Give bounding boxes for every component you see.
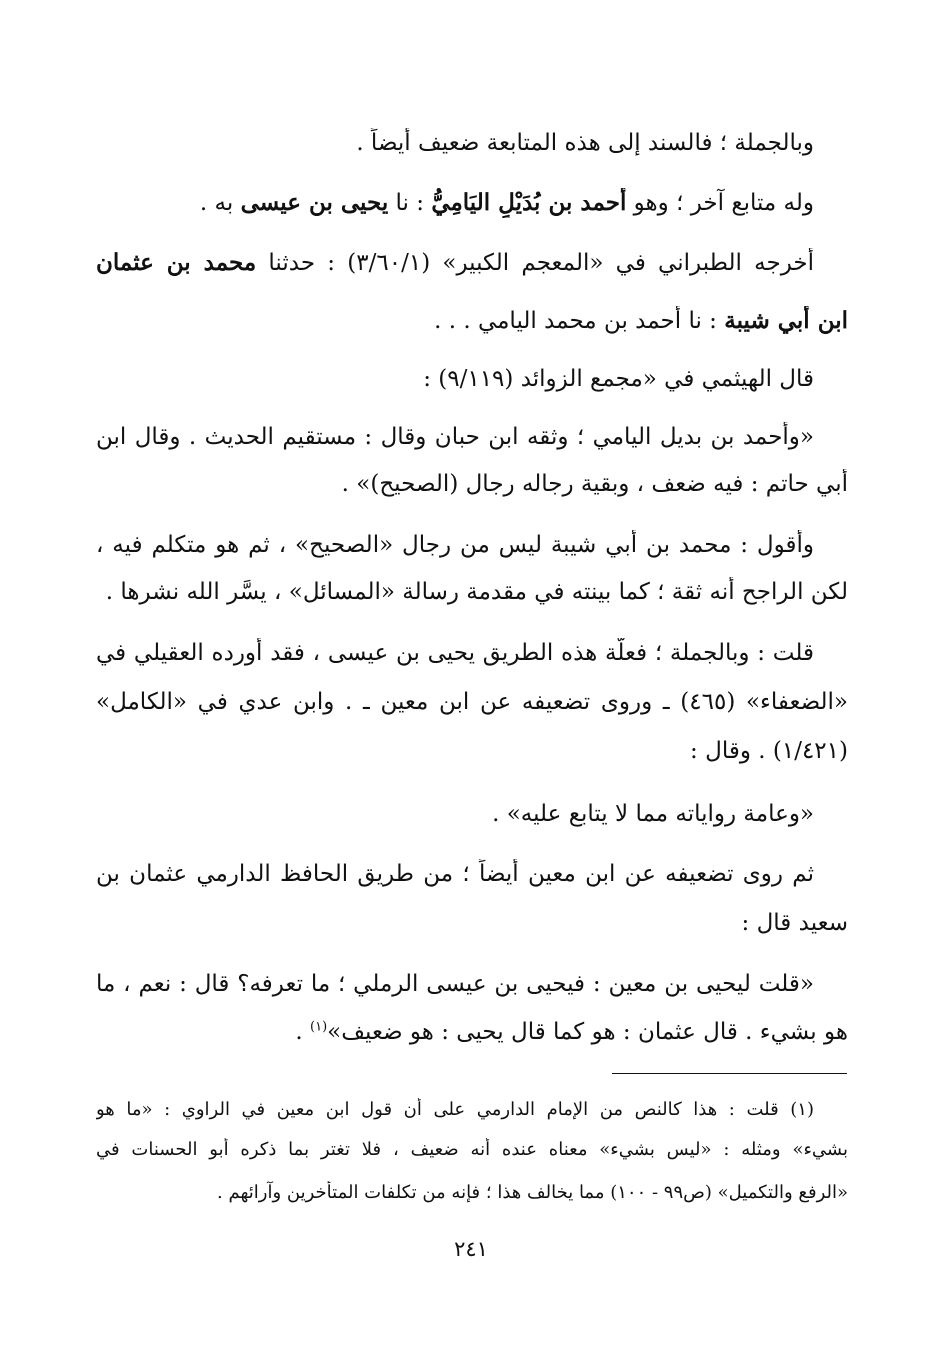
footnote-line-3 — [96, 1181, 848, 1205]
narrator-name: محمد بن عثمان — [96, 249, 257, 276]
line-text: ثم روى تضعيفه عن ابن معين أيضاً ؛ من طريق الحافظ الدارمي عثمان بن — [96, 861, 814, 887]
text-line-9 — [96, 577, 848, 607]
line-text: وله متابع آخر ؛ وهو — [626, 190, 814, 216]
line-text: أخرجه الطبراني في «المعجم الكبير» (٣/٦٠/١) : حدثنا — [256, 250, 814, 276]
footnote-marker: (١) — [310, 1019, 328, 1035]
text-line-7 — [96, 469, 848, 499]
text-line-4 — [96, 306, 848, 336]
text-line-5 — [96, 364, 814, 394]
line-text: قال الهيثمي في «مجمع الزوائد (٩/١١٩) : — [423, 366, 814, 392]
footnote-line-1 — [96, 1098, 814, 1122]
line-text: : نا أحمد بن محمد اليامي . . . — [434, 308, 725, 334]
narrator-name: ابن أبي شيبة — [724, 307, 848, 334]
text-line-16 — [96, 969, 814, 999]
narrator-name: أحمد بن بُدَيْلٍ اليَامِيُّ — [431, 189, 627, 216]
line-text: (١/٤٢١) . وقال : — [690, 738, 848, 764]
line-text: . — [295, 1019, 311, 1045]
line-text: هو بشيء . قال عثمان : هو كما قال يحيى : هو ضعيف» — [327, 1019, 848, 1045]
footnote-text: «الرفع والتكميل» (ص٩٩ - ١٠٠) مما يخالف هذا ؛ فإنه من تكلفات المتأخرين وآرائهم . — [217, 1182, 848, 1203]
line-text: سعيد قال : — [741, 910, 848, 936]
line-text: أبي حاتم : فيه ضعف ، وبقية رجاله رجال (الصحيح)» . — [341, 471, 848, 497]
line-text: : نا — [388, 190, 432, 216]
text-line-8 — [96, 530, 814, 560]
line-text: «وعامة رواياته مما لا يتابع عليه» . — [492, 801, 814, 827]
line-text: قلت : وبالجملة ؛ فعلَّة هذه الطريق يحيى بن عيسى ، فقد أورده العقيلي في — [96, 640, 814, 666]
line-text: «الضعفاء» (٤٦٥) ـ وروى تضعيفه عن ابن معين ـ . وابن عدي في «الكامل» — [96, 689, 848, 715]
footnote-line-2 — [96, 1138, 848, 1162]
text-line-13 — [96, 799, 814, 829]
text-line-6 — [96, 422, 814, 452]
footnote-text: بشيء» ومثله : «ليس بشيء» معناه عنده أنه ضعيف ، فلا تغتر بما ذكره أبو الحسنات في — [96, 1139, 848, 1160]
text-line-11 — [96, 687, 848, 717]
text-line-10 — [96, 638, 814, 668]
line-text: «وأحمد بن بديل اليامي ؛ وثقه ابن حبان وقال : مستقيم الحديث . وقال ابن — [96, 424, 814, 450]
line-text: لكن الراجح أنه ثقة ؛ كما بينته في مقدمة رسالة «المسائل» ، يسَّر الله نشرها . — [105, 579, 848, 605]
line-text: «قلت ليحيى بن معين : فيحيى بن عيسى الرملي ؛ ما تعرفه؟ قال : نعم ، ما — [96, 971, 814, 997]
text-line-12 — [96, 736, 848, 766]
text-line-14 — [96, 859, 814, 889]
line-text: به . — [199, 190, 241, 216]
text-line-3 — [96, 248, 814, 278]
footnote-separator — [612, 1073, 847, 1074]
text-line-15 — [96, 908, 848, 938]
text-line-17 — [96, 1017, 848, 1047]
line-text: وبالجملة ؛ فالسند إلى هذه المتابعة ضعيف أيضاً . — [356, 130, 814, 156]
footnote-text: (١) قلت : هذا كالنص من الإمام الدارمي على أن قول ابن معين في الراوي : «ما هو — [96, 1099, 814, 1120]
text-line-1 — [96, 128, 814, 158]
line-text: وأقول : محمد بن أبي شيبة ليس من رجال «الصحيح» ، ثم هو متكلم فيه ، — [96, 532, 814, 558]
page-number: ٢٤١ — [454, 1237, 488, 1261]
text-line-2 — [96, 188, 814, 218]
narrator-name: يحيى بن عيسى — [240, 189, 389, 216]
